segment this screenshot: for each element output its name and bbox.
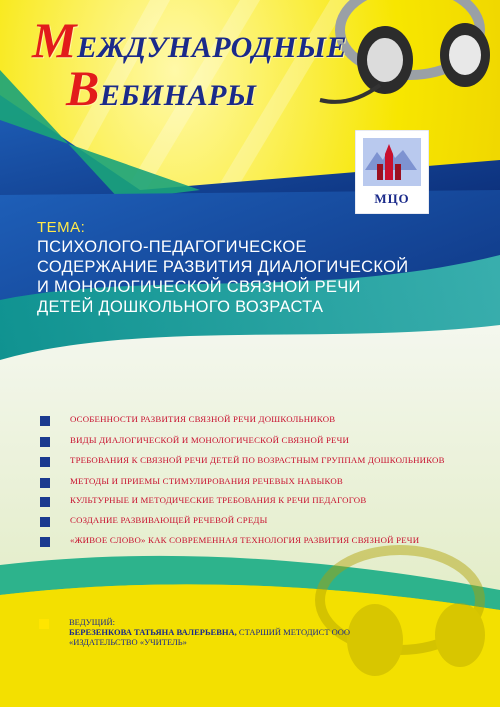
topic-point: ВИДЫ ДИАЛОГИЧЕСКОЙ И МОНОЛОГИЧЕСКОЙ СВЯЗНОЙ РЕЧИ bbox=[40, 435, 480, 445]
speaker-details bbox=[69, 627, 369, 647]
topic-title bbox=[37, 237, 477, 317]
title-line-1: МЕЖДУНАРОДНЫЕ bbox=[32, 12, 347, 68]
bullet-square-icon bbox=[40, 478, 50, 488]
topic-point: КУЛЬТУРНЫЕ И МЕТОДИЧЕСКИЕ ТРЕБОВАНИЯ К РЕЧИ ПЕДАГОГОВ bbox=[40, 495, 480, 505]
speaker-name: БЕРЕЗЕНКОВА ТАТЬЯНА ВАЛЕРЬЕВНА, bbox=[69, 627, 237, 637]
topic-label: ТЕМА: bbox=[37, 219, 86, 236]
bullet-square-icon bbox=[40, 416, 50, 426]
topic-point: «ЖИВОЕ СЛОВО» КАК СОВРЕМЕННАЯ ТЕХНОЛОГИЯ РАЗВИТИЯ СВЯЗНОЙ РЕЧИ bbox=[40, 535, 480, 545]
logo-caption: МЦО bbox=[374, 191, 410, 206]
topic-points-list bbox=[40, 414, 480, 545]
speaker-role: СТАРШИЙ МЕТОДИСТ ООО «ИЗДАТЕЛЬСТВО «УЧИТЕЛЬ» bbox=[69, 627, 351, 647]
topic-line: СОДЕРЖАНИЕ РАЗВИТИЯ ДИАЛОГИЧЕСКОЙ bbox=[37, 258, 409, 276]
speaker-info bbox=[69, 617, 369, 647]
topic-line: ПСИХОЛОГО-ПЕДАГОГИЧЕСКОЕ bbox=[37, 238, 307, 256]
bullet-square-icon bbox=[40, 457, 50, 467]
topic-point: СОЗДАНИЕ РАЗВИВАЮЩЕЙ РЕЧЕВОЙ СРЕДЫ bbox=[40, 515, 480, 525]
topic-line: ДЕТЕЙ ДОШКОЛЬНОГО ВОЗРАСТА bbox=[37, 298, 324, 316]
speaker-label: ВЕДУЩИЙ: bbox=[69, 617, 115, 627]
bullet-square-icon bbox=[40, 497, 50, 507]
topic-line: И МОНОЛОГИЧЕСКОЙ СВЯЗНОЙ РЕЧИ bbox=[37, 278, 361, 296]
webinar-title bbox=[32, 12, 347, 116]
topic-point: МЕТОДЫ И ПРИЕМЫ СТИМУЛИРОВАНИЯ РЕЧЕВЫХ НАВЫКОВ bbox=[40, 476, 480, 486]
topic-point: ТРЕБОВАНИЯ К СВЯЗНОЙ РЕЧИ ДЕТЕЙ ПО ВОЗРАСТНЫМ ГРУППАМ ДОШКОЛЬНИКОВ bbox=[40, 455, 480, 465]
bullet-square-icon bbox=[40, 517, 50, 527]
bullet-square-icon bbox=[39, 619, 49, 629]
bullet-square-icon bbox=[40, 437, 50, 447]
topic-point: ОСОБЕННОСТИ РАЗВИТИЯ СВЯЗНОЙ РЕЧИ ДОШКОЛЬНИКОВ bbox=[40, 414, 480, 424]
title-line-2: ВЕБИНАРЫ bbox=[66, 60, 257, 116]
bullet-square-icon bbox=[40, 537, 50, 547]
